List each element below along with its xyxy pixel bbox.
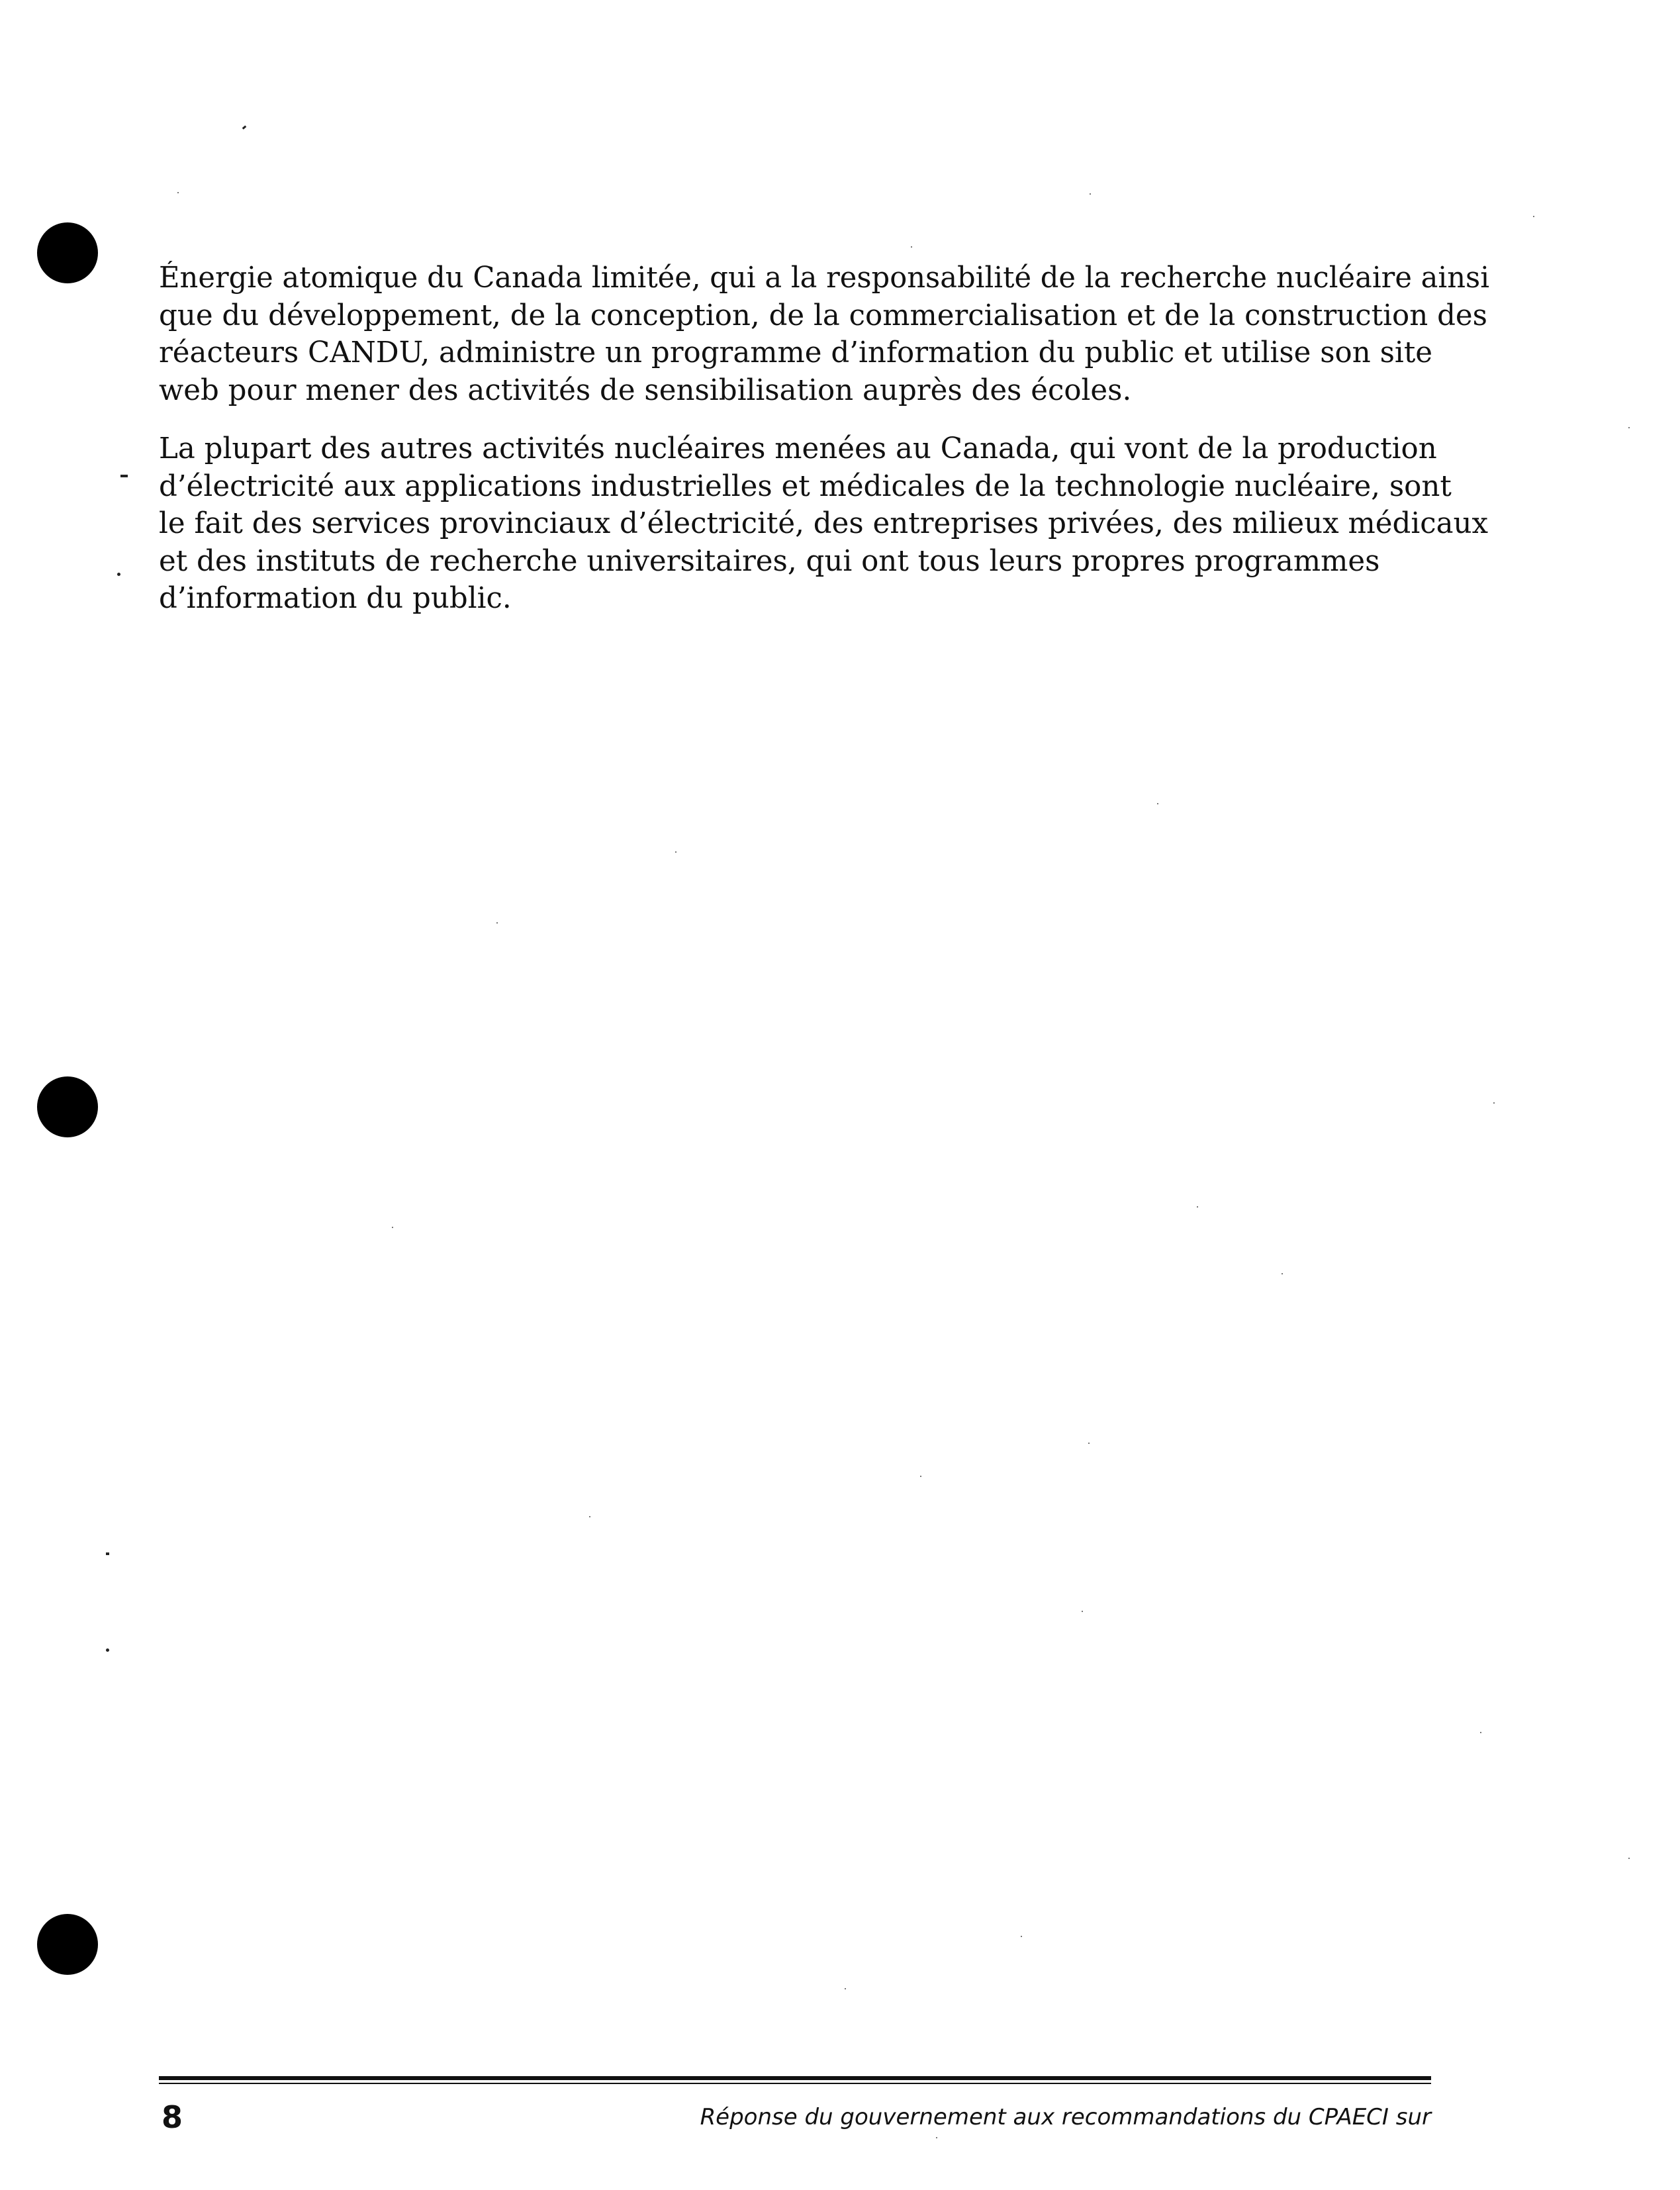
scan-dust bbox=[1082, 1611, 1083, 1612]
scan-dust bbox=[1021, 1936, 1022, 1937]
scan-dust bbox=[392, 1227, 393, 1228]
scan-dust bbox=[1628, 1858, 1630, 1859]
footer-rule bbox=[159, 2083, 1431, 2084]
page-number: 8 bbox=[162, 2099, 183, 2135]
punch-hole bbox=[37, 1914, 98, 1975]
paragraph-line: le fait des services provinciaux d’électricité, des entreprises privées, des milieux médicaux bbox=[159, 507, 1489, 540]
scan-dust bbox=[496, 922, 498, 924]
scan-speck bbox=[106, 1648, 109, 1652]
footer-rule bbox=[159, 2076, 1431, 2080]
scan-dust bbox=[177, 192, 179, 193]
scan-dust bbox=[1090, 193, 1091, 195]
paragraph-line: que du développement, de la conception, de la commercialisation et de la construction des bbox=[159, 299, 1487, 332]
punch-hole bbox=[37, 222, 98, 283]
body-paragraph bbox=[159, 260, 1489, 409]
paragraph-line: et des instituts de recherche universitaires, qui ont tous leurs propres programmes bbox=[159, 544, 1380, 578]
scan-speck bbox=[106, 1552, 109, 1555]
scan-dust bbox=[1197, 1206, 1198, 1208]
scan-dust bbox=[911, 246, 912, 248]
scan-dust bbox=[1282, 1273, 1283, 1274]
paragraph-line: d’électricité aux applications industrielles et médicales de la technologie nucléaire, sont bbox=[159, 469, 1452, 503]
paragraph-line: réacteurs CANDU, administre un programme d’information du public et utilise son site bbox=[159, 336, 1433, 369]
scan-dust bbox=[1533, 216, 1534, 217]
paragraph-line: web pour mener des activités de sensibilisation auprès des écoles. bbox=[159, 373, 1132, 407]
scan-dust bbox=[1493, 1102, 1495, 1104]
scan-dust bbox=[675, 851, 677, 853]
scan-dust bbox=[1628, 427, 1630, 428]
scan-dust bbox=[1157, 803, 1158, 804]
scan-dust bbox=[1088, 1443, 1090, 1444]
scan-dust bbox=[845, 1988, 846, 1989]
scan-speck bbox=[117, 573, 120, 576]
body-paragraph bbox=[159, 430, 1489, 618]
scan-dust bbox=[589, 1516, 590, 1517]
scan-dust bbox=[1480, 1732, 1481, 1733]
scan-speck bbox=[242, 125, 247, 129]
scan-dust bbox=[936, 2137, 937, 2138]
scan-dust bbox=[920, 1476, 921, 1477]
punch-hole bbox=[37, 1076, 98, 1137]
scan-speck bbox=[120, 475, 128, 477]
paragraph-line: Énergie atomique du Canada limitée, qui a la responsabilité de la recherche nucléaire ainsi bbox=[159, 262, 1490, 295]
paragraph-line: d’information du public. bbox=[159, 582, 512, 615]
paragraph-line: La plupart des autres activités nucléaires menées au Canada, qui vont de la production bbox=[159, 432, 1437, 465]
running-footer-title: Réponse du gouvernement aux recommandations du CPAECI sur bbox=[700, 2104, 1431, 2130]
